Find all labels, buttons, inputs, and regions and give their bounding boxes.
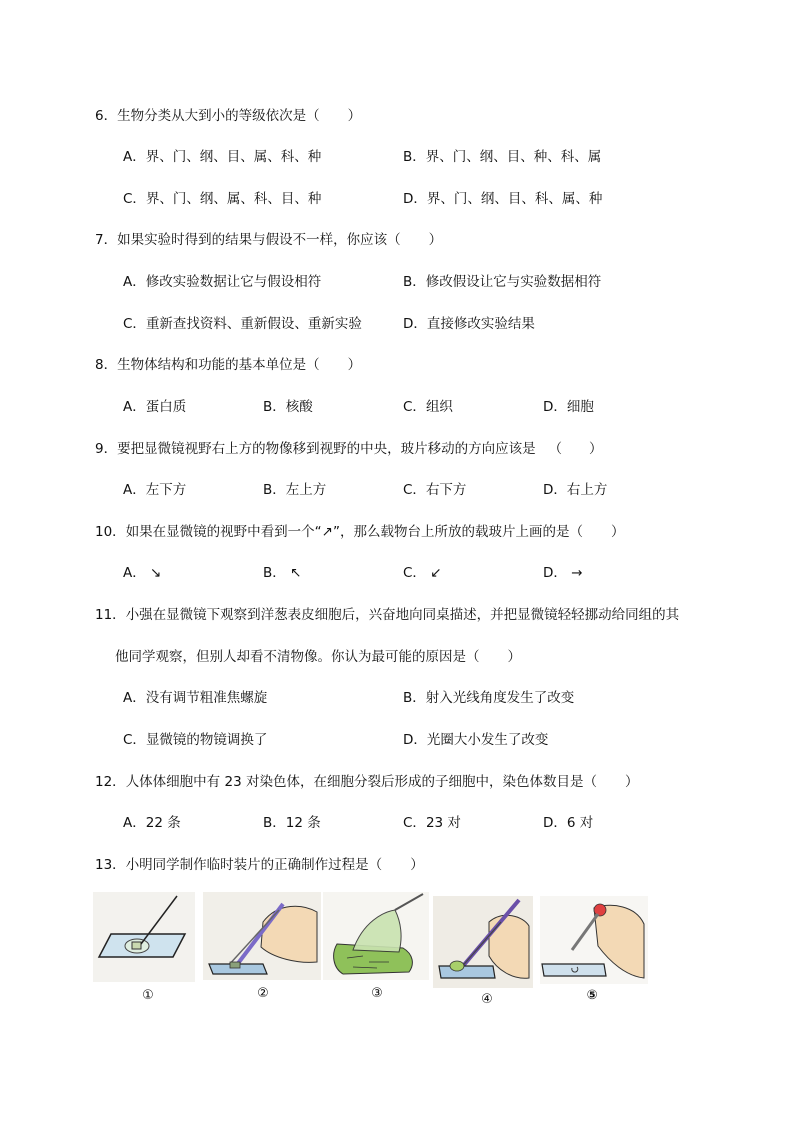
figure-5-caption: ⑤ bbox=[586, 988, 598, 1003]
q6-option-d: D．界、门、纲、目、科、属、种 bbox=[403, 191, 603, 207]
figure-3-onion-peel bbox=[323, 892, 429, 980]
question-13-stem: 13．小明同学制作临时装片的正确制作过程是（ ） bbox=[95, 857, 424, 873]
question-8-stem: 8．生物体结构和功能的基本单位是（ ） bbox=[95, 357, 362, 373]
question-9-stem: 9．要把显微镜视野右上方的物像移到视野的中央，玻片移动的方向应该是 （ ） bbox=[95, 441, 603, 457]
q12-option-c: C．23 对 bbox=[403, 815, 461, 831]
question-11-stem: 11．小强在显微镜下观察到洋葱表皮细胞后，兴奋地向同桌描述，并把显微镜轻轻挪动给同组的其 bbox=[95, 607, 680, 623]
figure-3-caption: ③ bbox=[371, 986, 383, 1001]
question-10-stem: 10．如果在显微镜的视野中看到一个“↗”，那么载物台上所放的载玻片上画的是（ ） bbox=[95, 524, 625, 540]
q10-option-d: D． → bbox=[543, 565, 583, 581]
q11-option-b: B．射入光线角度发生了改变 bbox=[403, 690, 575, 706]
question-12-stem: 12．人体体细胞中有 23 对染色体，在细胞分裂后形成的子细胞中，染色体数目是（ ） bbox=[95, 774, 639, 790]
figure-4-caption: ④ bbox=[481, 992, 493, 1007]
q10-option-b: B． ↖ bbox=[263, 565, 302, 581]
q12-option-d: D．6 对 bbox=[543, 815, 594, 831]
q8-option-c: C．组织 bbox=[403, 399, 453, 415]
figure-1-slide-needle bbox=[93, 892, 195, 982]
q6-option-b: B．界、门、纲、目、种、科、属 bbox=[403, 149, 602, 165]
figure-2-caption: ② bbox=[257, 986, 269, 1001]
q6-option-c: C．界、门、纲、属、科、目、种 bbox=[123, 191, 322, 207]
q10-option-c: C． ↙ bbox=[403, 565, 442, 581]
q9-option-b: B．左上方 bbox=[263, 482, 327, 498]
question-11-stem-cont: 他同学观察，但别人却看不清物像。你认为最可能的原因是（ ） bbox=[115, 649, 521, 665]
q9-option-a: A．左下方 bbox=[123, 482, 187, 498]
q7-option-a: A．修改实验数据让它与假设相符 bbox=[123, 274, 322, 290]
q11-option-d: D．光圈大小发生了改变 bbox=[403, 732, 549, 748]
q8-option-a: A．蛋白质 bbox=[123, 399, 187, 415]
q11-option-a: A．没有调节粗准焦螺旋 bbox=[123, 690, 268, 706]
q10-option-a: A． ↘ bbox=[123, 565, 162, 581]
q12-option-b: B．12 条 bbox=[263, 815, 321, 831]
figure-4-spread-specimen bbox=[433, 896, 533, 988]
q7-option-b: B．修改假设让它与实验数据相符 bbox=[403, 274, 602, 290]
q7-option-d: D．直接修改实验结果 bbox=[403, 316, 535, 332]
q8-option-d: D．细胞 bbox=[543, 399, 594, 415]
q9-option-d: D．右上方 bbox=[543, 482, 608, 498]
q12-option-a: A．22 条 bbox=[123, 815, 181, 831]
q6-option-a: A．界、门、纲、目、属、科、种 bbox=[123, 149, 322, 165]
question-7-stem: 7．如果实验时得到的结果与假设不一样，你应该（ ） bbox=[95, 232, 443, 248]
q11-option-c: C．显微镜的物镜调换了 bbox=[123, 732, 268, 748]
q8-option-b: B．核酸 bbox=[263, 399, 313, 415]
figure-2-tweezers-coverslip bbox=[203, 892, 321, 980]
q7-option-c: C．重新查找资料、重新假设、重新实验 bbox=[123, 316, 362, 332]
q9-option-c: C．右下方 bbox=[403, 482, 467, 498]
figure-5-dropper-water bbox=[540, 896, 648, 984]
figure-1-caption: ① bbox=[142, 988, 154, 1003]
question-6-stem: 6．生物分类从大到小的等级依次是（ ） bbox=[95, 108, 362, 124]
